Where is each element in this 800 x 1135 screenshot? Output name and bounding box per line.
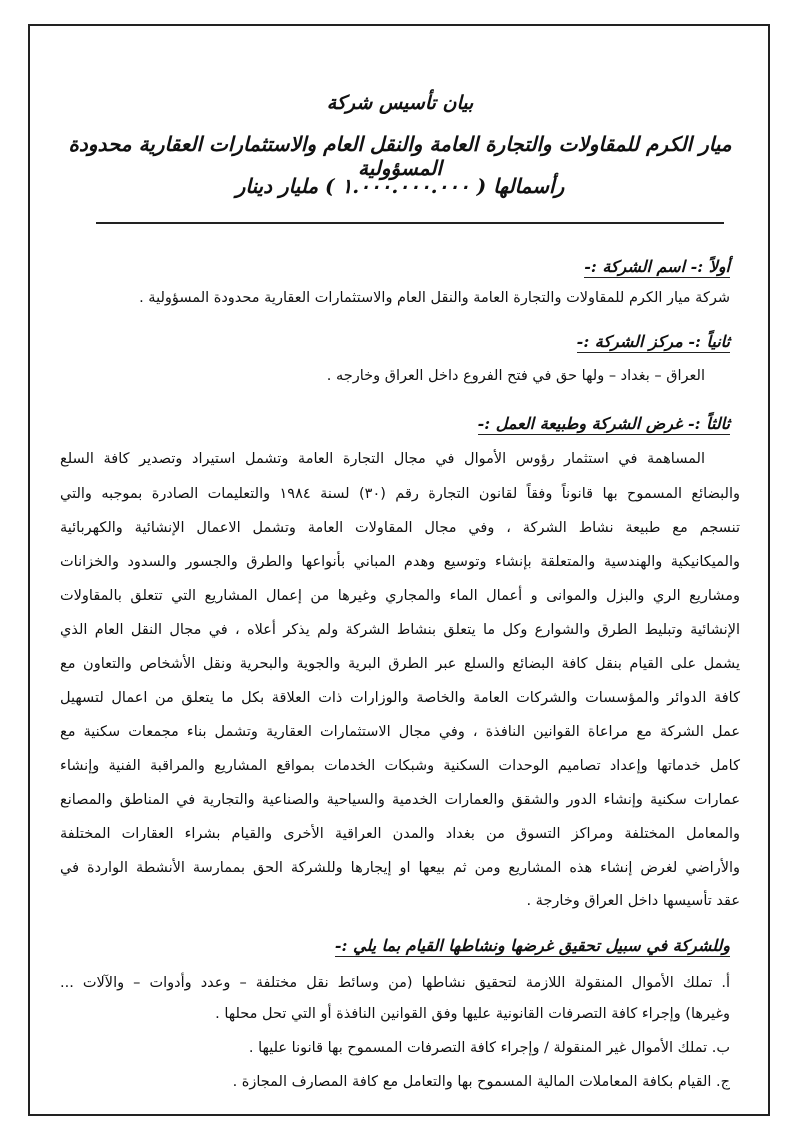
- section-fourth-title: وللشركة في سبيل تحقيق غرضها ونشاطها القيام بما يلي :-: [334, 936, 730, 955]
- section-second-text: العراق – بغداد – ولها حق في فتح الفروع داخل العراق وخارجه .: [326, 368, 705, 384]
- paragraph-line: كافة الدوائر والمؤسسات والشركات العامة والخاصة والوزارات ذات العلاقة بكل ما يتعلق من اعمال لتسهيل: [60, 690, 740, 706]
- list-item: أ. تملك الأموال المنقولة اللازمة لتحقيق نشاطها (من وسائط نقل مختلفة – وعدد وأدوات – والآلات ...: [60, 975, 730, 991]
- list-item: وغيرها) وإجراء كافة التصرفات القانونية عليها وفق القوانين النافذة أو التي تحل محلها .: [215, 1006, 730, 1022]
- header-divider: [96, 222, 724, 224]
- paragraph-line: عمارات سكنية وإنشاء الدور والشقق والعمارات الخدمية والسياحية والصناعية والتجارية في المناطق والمصانع: [60, 792, 740, 808]
- capital-heading: رأسمالها ( ١.٠٠٠.٠٠٠.٠٠٠ ) مليار دينار: [235, 174, 565, 198]
- paragraph-line: كامل خدماتها وإعداد تصاميم الوحدات السكنية وشبكات الخدمات بمواقع المشاريع والمراقبة الفنية وإنشاء: [60, 758, 740, 774]
- paragraph-line: والأراضي لغرض إنشاء هذه المشاريع ومن ثم بيعها او إيجارها وللشركة الحق بممارسة الأنشطة الواردة في: [60, 860, 740, 876]
- paragraph-line: عقد تأسيسها داخل العراق وخارجة .: [526, 893, 740, 909]
- paragraph-line: ومشاريع الري والبزل والموانى و أعمال الماء والمجاري وغيرها من إعمال المشاريع التي تتعلق بالمقاولات: [60, 588, 740, 604]
- paragraph-line: والميكانيكية والهندسية والمتعلقة بإنشاء وتوسيع وهدم المباني بأنواعها والطرق والجسور والسدود والخزانات: [60, 554, 740, 570]
- document-title: بيان تأسيس شركة: [326, 92, 474, 114]
- list-item: ج. القيام بكافة المعاملات المالية المسموح بها والتعامل مع كافة المصارف المجازة .: [232, 1074, 730, 1090]
- section-first-title: أولاً :- اسم الشركة :-: [584, 257, 730, 276]
- company-name-heading: ميار الكرم للمقاولات والتجارة العامة والنقل العام والاستثمارات العقارية محدودة المسؤولية: [68, 132, 732, 180]
- paragraph-line: المساهمة في استثمار رؤوس الأموال في مجال التجارة العامة وتشمل استيراد وتصدير كافة السلع: [60, 451, 705, 467]
- paragraph-line: يشمل على القيام بنقل كافة البضائع والسلع عبر الطرق البرية والجوية والبحرية ونقل الأشخاص والتعاون مع: [60, 656, 740, 672]
- section-second-title: ثانياً :- مركز الشركة :-: [576, 332, 730, 351]
- paragraph-line: عمل الشركة مع مراعاة القوانين النافذة ، وفي مجال الاستثمارات العقارية وتشمل بناء مجمعات سكنية مع: [60, 724, 740, 740]
- paragraph-line: تنسجم مع طبيعة نشاط الشركة ، وفي مجال المقاولات العامة وتشمل الاعمال الإنشائية والكهربائية: [60, 520, 740, 536]
- section-first-text: شركة ميار الكرم للمقاولات والتجارة العامة والنقل العام والاستثمارات العقارية محدودة المسؤولية .: [139, 290, 730, 306]
- paragraph-line: الإنشائية وتبليط الطرق والشوارع وكل ما يتعلق بنشاط الشركة ولم يذكر أعلاه ، في مجال النقل العام الذي: [60, 622, 740, 638]
- paragraph-line: والبضائع المسموح بها قانوناً وفقاً لقانون التجارة رقم (٣٠) لسنة ١٩٨٤ والتعليمات الصادرة بموجبه والتي: [60, 486, 740, 502]
- list-item: ب. تملك الأموال غير المنقولة / وإجراء كافة التصرفات المسموح بها قانونا عليها .: [248, 1040, 730, 1056]
- paragraph-line: والمعامل المختلفة ومراكز التسوق من بغداد والمدن العراقية الأخرى والقيام بشراء العقارات المختلفة: [60, 826, 740, 842]
- section-third-title: ثالثاً :- غرض الشركة وطبيعة العمل :-: [477, 414, 730, 433]
